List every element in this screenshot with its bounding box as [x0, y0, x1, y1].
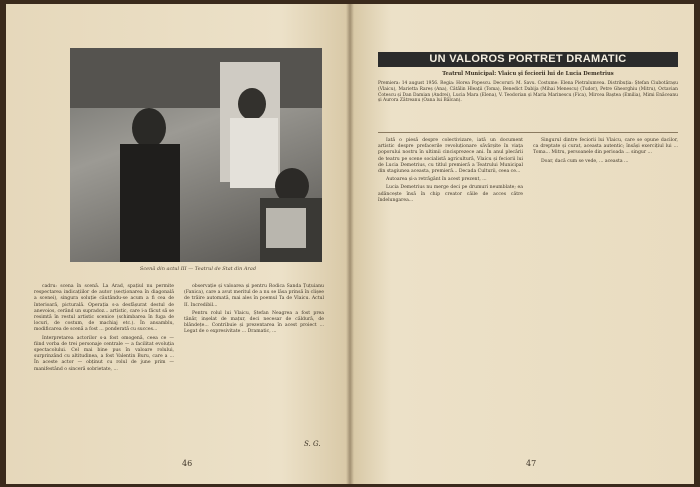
- right-column-1: [378, 138, 523, 456]
- page-number-left: 46: [182, 459, 193, 468]
- divider: [378, 132, 678, 133]
- right-column-2: [533, 138, 678, 456]
- author-signature: S. G.: [304, 440, 321, 448]
- paragraph: observație și valoarea și pentru Rodica Sanda Țuțuianu (Fanica), care a avut meritul de a nu se lăsa prinsă în clișee de trăire automată, mai ales în poemul Ta de Vlaicu. Actul II. Incredibil...: [184, 284, 324, 308]
- paragraph: Autoarea și-a retrăgânt în acest prezent, ...: [386, 177, 487, 183]
- right-page: [350, 4, 694, 484]
- paragraph: Doar, dacă cum se vede, ... aceasta ...: [541, 158, 629, 164]
- left-column-1: [34, 284, 174, 454]
- article-title: UN VALOROS PORTRET DRAMATIC: [429, 53, 627, 65]
- paragraph: Interpretarea actorilor s-a fost omogenă, ceea ce — fiind vorba de trei personaje centrale — a facilitat evoluția spectacolului. Cel mai bine pus în valoare rolului, surprinzând cu altitudinea, a fost Valentin Buru, care a ... În aceste actor — obținut cu rolul de june prim — manifestând o sinceră sobrietate, ...: [34, 335, 174, 372]
- left-page: [6, 4, 350, 484]
- scene-photograph: [70, 48, 322, 262]
- paragraph: Iată o piesă despre colectivizare, iată un document artistic despre prefacerile revoluționare săvârșite în viața poporului nostru în ultimii cincisprezece ani. În anul plecării de teatru pe scene socialistă agricultură, Vlaicu și feciorii lui de Lucia Demetrius, cu titlul premieră a Teatrului Municipal din stagiunea aceasta, premieră... Decada Culturii, ceea ce...: [378, 138, 523, 175]
- page-number-right: 47: [526, 459, 537, 468]
- paragraph: Lucia Demetrius nu merge deci pe drumuri neumblate; ea adâncește însă în chip creator căile de acces către îndelungarea...: [378, 185, 523, 203]
- paragraph: cadru: scena în scenă. La Arad, spațiul nu permite respectarea indicațiilor de autor (secționarea în diagonală a scenei), singura soluție căutându-se acum a fi cea de înterioară, picturală. Operația s-a desfășurat destul de anevoios, cerând un supradoz... artistic, care i-a făcut să se resimtă în restul artistic scenice (schimbarea în fuga de locuri, de costum, de machiaj etc.). În ansamblu, modificarea de scenă a fost ... ponderată cu succes...: [34, 284, 174, 333]
- open-book: [6, 4, 694, 484]
- paragraph: Pentru rolul lui Vlaicu, Ștefan Neagrea a fost prea tânăr, inșelat de mațur, deci necesar de căldură, de blândețe... Contribuie și prezentarea în acest proiect ... Legat de o expresivitate ... Dramatic, ...: [184, 310, 324, 335]
- cast-list: Premiera: 14 august 1956. Regia: Horea Popescu. Decoruri: M. Savu. Costume: Elena Pietralumvea. Distribuția: Ștefan Ciubotărașu (Vlaicu), Marietta Rareș (Ana), Cătălin Hleații (Toma), Benedict Dabija (Mihai Menescu) (Tudor), Petre Gheorghiu (Mitru), Octavian Cotescu și Dan Damian (Andrei), Lucia Mara (Elena), V. Teodorian și Maria Marinescu (Fica), Mircea Baștea (Emilia), Mimi Enăceanu și Aurora Zătreanu (Oana lui Bălcan).: [378, 81, 678, 104]
- photo-caption: Scenă din actul III — Teatrul de Stat din Arad: [139, 266, 257, 272]
- book-gutter: [346, 4, 354, 484]
- paragraph: Singurul dintre feciorii lui Vlaicu, care se opune dacilor, ca dreptate și curat, aceasta autentic; însăși exercițiul lui ... Toma... Mitru, persoanele din perioada ... singur ...: [533, 138, 678, 156]
- article-subtitle: Teatrul Municipal: Vlaicu şi feciorii lui de Lucia Demetrius: [442, 71, 614, 77]
- left-column-2: [184, 284, 324, 434]
